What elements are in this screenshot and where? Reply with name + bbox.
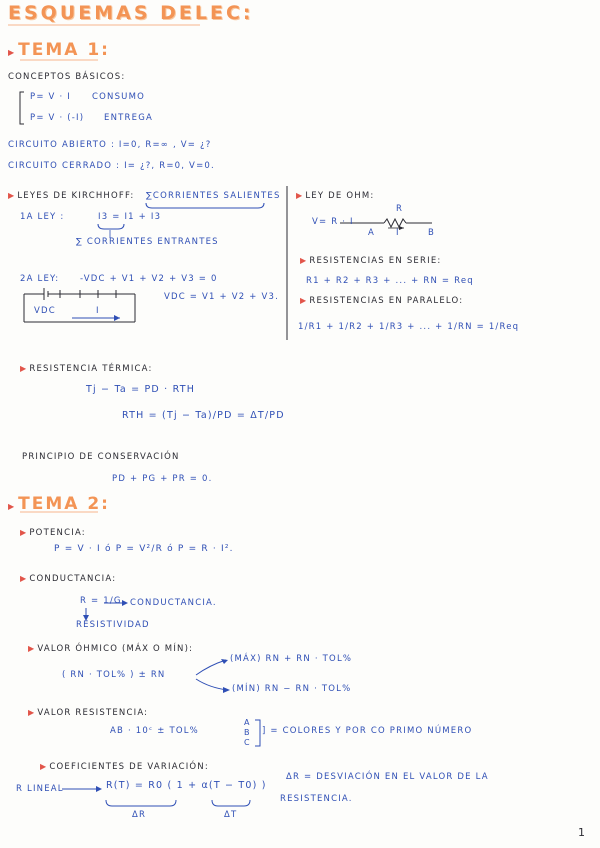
tema1-heading: ▶ TEMA 1: — [8, 40, 110, 60]
ohm-b-label: B — [428, 228, 436, 238]
bullet-icon: ▶ — [300, 296, 308, 305]
vdc-label: VDC — [34, 306, 56, 316]
bullet-icon: ▶ — [8, 502, 17, 511]
circuito-cerrado: CIRCUITO CERRADO : I= ¿?, R=0, V=0. — [8, 161, 215, 171]
valor-max: (MÁX) RN + RN · TOL% — [230, 654, 353, 664]
bullet-icon: ▶ — [20, 364, 28, 373]
ley2-formula: -VDC + V1 + V2 + V3 = 0 — [80, 274, 218, 284]
abc-letters — [244, 718, 251, 748]
bullet-icon: ▶ — [28, 644, 36, 653]
conductancia-formula: R = 1/G — [80, 596, 122, 606]
serie-formula: R1 + R2 + R3 + ... + RN = Req — [306, 276, 474, 286]
conductancia-title: ▶ CONDUCTANCIA: — [20, 574, 117, 584]
kirchhoff-title: ▶ LEYES DE KIRCHHOFF: — [8, 191, 135, 201]
bullet-icon: ▶ — [40, 762, 48, 771]
entrega-formula: P= V · (-I) — [30, 113, 85, 123]
potencia-formula: P = V · I ó P = V²/R ó P = R · I². — [54, 544, 234, 554]
tema2-heading: ▶ TEMA 2: — [8, 494, 110, 514]
bullet-icon: ▶ — [20, 528, 28, 537]
conductancia-arrow-label: CONDUCTANCIA. — [130, 598, 217, 608]
bullet-icon: ▶ — [8, 48, 17, 57]
ley1-formula: I3 = I1 + I3 — [98, 212, 162, 222]
termica-formula-2: RTH = (Tj − Ta)/PD = ΔT/PD — [122, 410, 285, 421]
valor-resistencia-note: ] = COLORES Y POR CO PRIMO NÚMERO — [262, 726, 473, 736]
circuito-abierto: CIRCUITO ABIERTO : I=0, R=∞ , V= ¿? — [8, 140, 212, 150]
page-number: 1 — [578, 826, 587, 839]
r-lineal-label: R LINEAL — [16, 784, 64, 794]
ley2-label: 2A LEY: — [20, 274, 60, 284]
valor-resistencia-title: ▶ VALOR RESISTENCIA: — [28, 708, 149, 718]
serie-title: ▶ RESISTENCIAS EN SERIE: — [300, 256, 442, 266]
paralelo-title: ▶ RESISTENCIAS EN PARALELO: — [300, 296, 464, 306]
ohm-r-label: R — [396, 204, 404, 214]
ley1-entrantes: ∑ CORRIENTES ENTRANTES — [76, 237, 219, 247]
valor-resistencia-formula: AB · 10ᶜ ± TOL% — [110, 726, 199, 736]
bullet-icon: ▶ — [8, 191, 16, 200]
termica-formula-1: Tj − Ta = PD · RTH — [86, 384, 196, 395]
kirchhoff-salientes: ∑CORRIENTES SALIENTES — [146, 191, 281, 201]
valor-min: (MÍN) RN − RN · TOL% — [232, 684, 352, 694]
bullet-icon: ▶ — [28, 708, 36, 717]
termica-title: ▶ RESISTENCIA TÉRMICA: — [20, 364, 153, 374]
paralelo-formula: 1/R1 + 1/R2 + 1/R3 + ... + 1/RN = 1/Req — [298, 322, 520, 332]
valor-ohmico-title: ▶ VALOR ÓHMICO (MÁX O MÍN): — [28, 644, 194, 654]
conceptos-heading: CONCEPTOS BÁSICOS: — [8, 72, 126, 82]
delta-t-label: ΔT — [224, 810, 238, 820]
delta-note-line1: ΔR = DESVIACIÓN EN EL VALOR DE LA — [286, 772, 489, 782]
ohm-a-label: A — [368, 228, 376, 238]
abc-letter: C — [244, 738, 251, 747]
current-label: I — [96, 306, 100, 316]
consumo-formula: P= V · I — [30, 92, 71, 102]
ohm-formula: V= R · I — [312, 217, 354, 227]
bullet-icon: ▶ — [296, 191, 304, 200]
ohm-i-label: I — [396, 228, 400, 238]
delta-r-label: ΔR — [132, 810, 147, 820]
delta-note-line2: RESISTENCIA. — [280, 794, 353, 804]
coeficientes-formula: R(T) = R0 ( 1 + α(T − T0) ) — [106, 780, 267, 791]
resistividad-label: RESISTIVIDAD — [76, 620, 150, 630]
abc-letter: B — [244, 728, 251, 737]
entrega-label: ENTREGA — [104, 113, 153, 123]
bullet-icon: ▶ — [300, 256, 308, 265]
conservacion-title: PRINCIPIO DE CONSERVACIÓN — [22, 452, 180, 462]
ohm-title: ▶ LEY DE OHM: — [296, 191, 375, 201]
conservacion-formula: PD + PG + PR = 0. — [112, 474, 213, 484]
coeficientes-title: ▶ COEFICIENTES DE VARIACIÓN: — [40, 762, 209, 772]
valor-ohmico-formula: ( RN · TOL% ) ± RN — [62, 670, 166, 680]
consumo-label: CONSUMO — [92, 92, 146, 102]
page-title: ESQUEMAS DELEC: — [8, 2, 254, 24]
bullet-icon: ▶ — [20, 574, 28, 583]
ley1-label: 1A LEY : — [20, 212, 65, 222]
abc-letter: A — [244, 718, 251, 727]
ley2-result: VDC = V1 + V2 + V3. — [164, 292, 280, 302]
potencia-title: ▶ POTENCIA: — [20, 528, 86, 538]
